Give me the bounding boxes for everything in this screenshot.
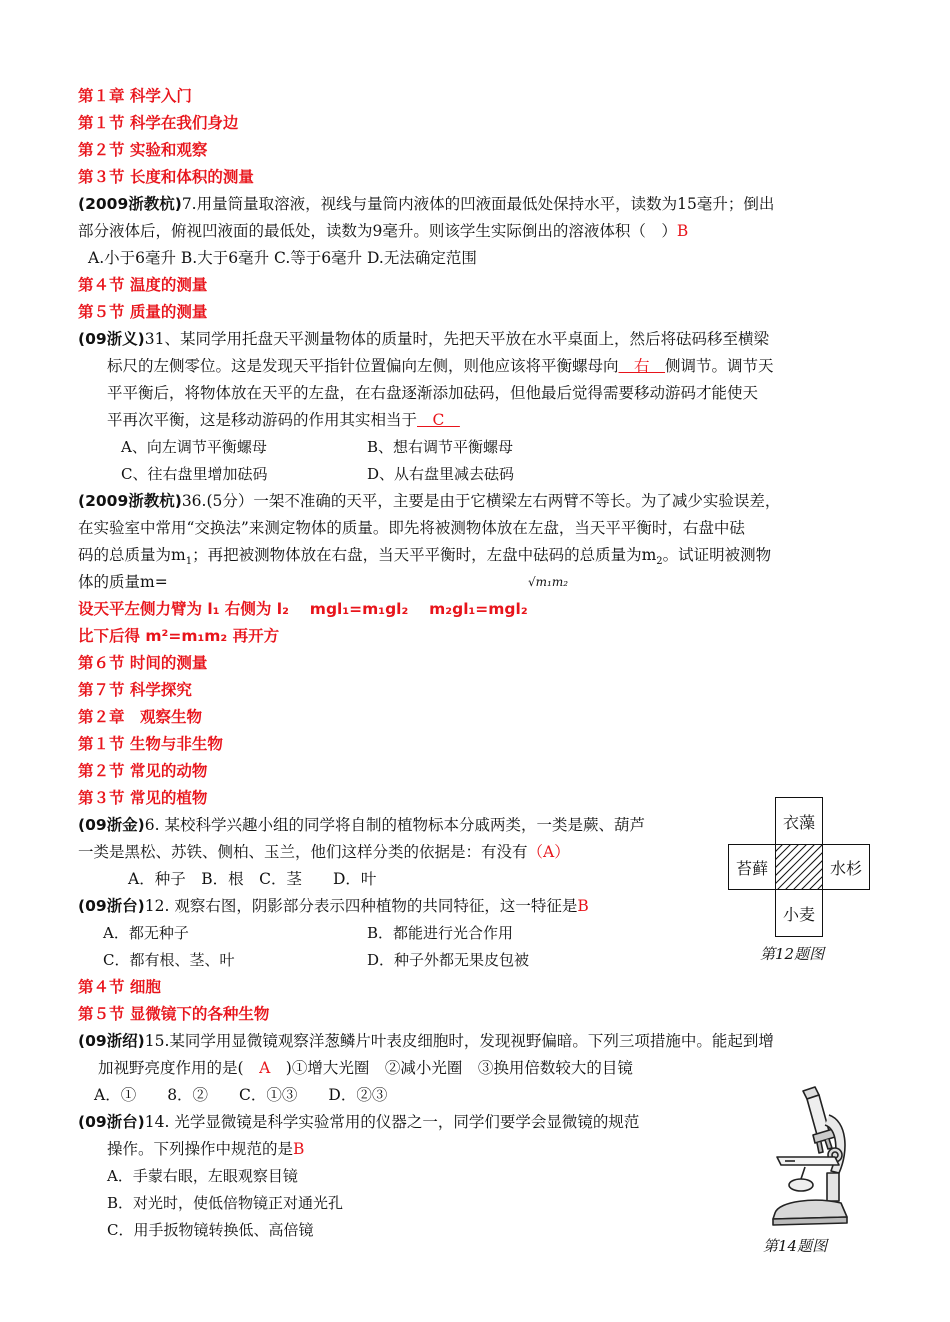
question-source: (2009浙教杭) — [78, 195, 182, 213]
solution-line1: 设天平左侧力臂为 l₁ 右侧为 l₂ mgl₁=m₁gl₂ m₂gl₁=mgl₂ — [78, 600, 528, 618]
question-6-line1: (09浙金)6. 某校科学兴趣小组的同学将自制的植物标本分戚两类，一类是蕨、葫芦 — [78, 816, 645, 834]
question-7-line1: (2009浙教杭)7.用量筒量取溶液，视线与量筒内液体的凹液面最低处保持水平，读数为15毫升；倒出 — [78, 195, 775, 213]
question-source: (2009浙教杭) — [78, 492, 182, 510]
answer: A — [243, 1059, 286, 1077]
option-a: A．手蒙右眼，左眼观察目镜 — [107, 1167, 298, 1185]
question-36-line4: 体的质量m= — [78, 573, 168, 591]
section-1-4: 第４节 温度的测量 — [78, 276, 208, 294]
section-2-4: 第４节 细胞 — [78, 978, 161, 996]
option-b: B．对光时，使低倍物镜正对通光孔 — [107, 1194, 344, 1212]
chapter-1-title: 第１章 科学入门 — [78, 87, 192, 105]
option-a: A．都无种子 — [103, 924, 189, 942]
section-2-2: 第２节 常见的动物 — [78, 762, 208, 780]
option-d: D、从右盘里减去砝码 — [367, 465, 515, 483]
question-36-line2: 在实验室中常用“交换法”来测定物体的质量。即先将被测物体放在左盘，当天平平衡时，右盘中砝 — [78, 519, 745, 537]
option-b: B．都能进行光合作用 — [367, 924, 514, 942]
figure-12-caption: 第12题图 — [760, 945, 825, 963]
section-1-3: 第３节 长度和体积的测量 — [78, 168, 254, 186]
section-2-5: 第５节 显微镜下的各种生物 — [78, 1005, 270, 1023]
section-1-6: 第６节 时间的测量 — [78, 654, 208, 672]
section-2-1: 第１节 生物与非生物 — [78, 735, 223, 753]
question-14-line2: 操作。下列操作中规范的是B — [107, 1140, 305, 1158]
solution-line2: 比下后得 m²=m₁m₂ 再开方 — [78, 627, 280, 645]
cell-right: 水杉 — [822, 844, 870, 890]
answer-blank: 右 — [618, 357, 666, 375]
question-14-line1: (09浙台)14. 光学显微镜是科学实验常用的仪器之一，同学们要学会显微镜的规范 — [78, 1113, 640, 1131]
question-31-line4: 平再次平衡，这是移动游码的作用其实相当于 C — [107, 411, 460, 429]
section-1-7: 第７节 科学探究 — [78, 681, 192, 699]
option-a: A、向左调节平衡螺母 — [121, 438, 267, 456]
option-c: C．用手扳物镜转换低、高倍镜 — [107, 1221, 314, 1239]
cell-top: 衣藻 — [775, 797, 823, 845]
question-source: (09浙绍) — [78, 1032, 145, 1050]
question-15-line2: 加视野亮度作用的是( A )①增大光圈 ②减小光圈 ③换用倍数较大的目镜 — [98, 1059, 633, 1077]
option-c: C、往右盘里增加砝码 — [121, 465, 268, 483]
question-12-line1: (09浙台)12. 观察右图，阴影部分表示四种植物的共同特征，这一特征是B — [78, 897, 589, 915]
question-7-options: A.小于6毫升 B.大于6毫升 C.等于6毫升 D.无法确定范围 — [88, 249, 477, 267]
cell-center-shaded — [775, 844, 823, 890]
answer: B — [577, 897, 589, 915]
question-source: (09浙义) — [78, 330, 145, 348]
hatch-pattern — [775, 844, 823, 890]
question-source: (09浙台) — [78, 1113, 145, 1131]
option-d: D．种子外都无果皮包被 — [367, 951, 530, 969]
question-36-line3: 码的总质量为$m_1$；再把被测物体放在右盘，当天平平衡时，左盘中砝码的总质量为$m_2$。试证明被测物 — [78, 546, 772, 568]
question-6-options: A．种子 B．根 C．茎 D．叶 — [128, 870, 377, 888]
section-2-3: 第３节 常见的植物 — [78, 789, 208, 807]
question-15-line1: (09浙绍)15.某同学用显微镜观察洋葱鳞片叶表皮细胞时，发现视野偏暗。下列三项措施中。能起到增 — [78, 1032, 774, 1050]
question-source: (09浙金) — [78, 816, 145, 834]
cell-left: 苔藓 — [728, 844, 776, 890]
answer: （A） — [527, 843, 570, 861]
cell-bottom: 小麦 — [775, 889, 823, 937]
question-36-line1: (2009浙教杭)36.(5分）一架不准确的天平，主要是由于它横梁左右两臂不等长。为了减少实验误差， — [78, 492, 781, 510]
section-1-1: 第１节 科学在我们身边 — [78, 114, 239, 132]
microscope-icon — [755, 1085, 855, 1230]
question-31-line3: 平平衡后，将物体放在天平的左盘，在右盘逐渐添加砝码，但他最后觉得需要移动游码才能使天 — [107, 384, 759, 402]
option-b: B、想右调节平衡螺母 — [367, 438, 514, 456]
question-31-line1: (09浙义)31、某同学用托盘天平测量物体的质量时，先把天平放在水平桌面上，然后将砝码移至横梁 — [78, 330, 769, 348]
answer: B — [676, 222, 689, 240]
question-7-line2: 部分液体后，俯视凹液面的最低处，读数为9毫升。则该学生实际倒出的溶液体积（ ）B — [78, 222, 689, 240]
answer-blank: C — [417, 411, 460, 429]
formula-sqrt: √m₁m₂ — [528, 575, 569, 589]
option-c: C．都有根、茎、叶 — [103, 951, 235, 969]
figure-14-caption: 第14题图 — [763, 1237, 828, 1255]
question-31-line2: 标尺的左侧零位。这是发现天平指针位置偏向左侧，则他应该将平衡螺母向 右 侧调节。调节天 — [107, 357, 774, 375]
answer: B — [293, 1140, 305, 1158]
question-6-line2: 一类是黑松、苏铁、侧柏、玉兰，他们这样分类的依据是：有没有（A） — [78, 843, 570, 861]
section-1-5: 第５节 质量的测量 — [78, 303, 208, 321]
question-source: (09浙台) — [78, 897, 145, 915]
section-1-2: 第２节 实验和观察 — [78, 141, 208, 159]
question-15-options: A．① 8．② C．①③ D．②③ — [94, 1086, 388, 1104]
chapter-2-title: 第２章 观察生物 — [78, 708, 203, 726]
